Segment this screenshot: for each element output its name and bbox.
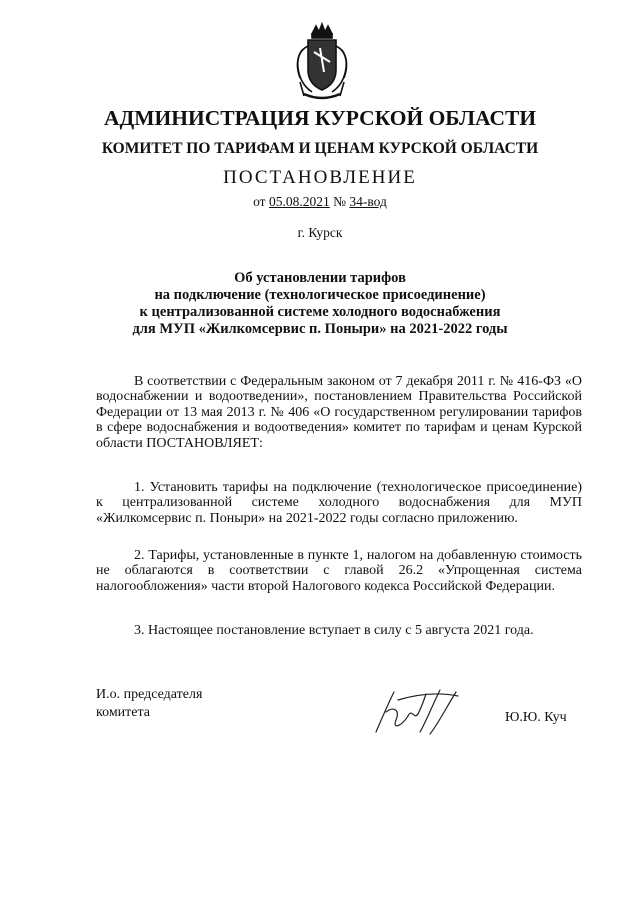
body-paragraph-item-1: 1. Установить тарифы на подключение (технологическое присоединение) к централизованной системе холодного водоснабжения для МУП «Жилкомсервис п. Поныри» на 2021-2022 годы согласно приложению. — [96, 480, 582, 526]
handwritten-signature — [368, 686, 464, 738]
title-line: Об установлении тарифов — [234, 270, 406, 286]
document-title — [0, 270, 640, 338]
org-title-committee: КОМИТЕТ ПО ТАРИФАМ И ЦЕНАМ КУРСКОЙ ОБЛАСТИ — [101, 140, 539, 157]
number-prefix: № — [333, 194, 346, 209]
body-paragraph-item-2: 2. Тарифы, установленные в пункте 1, налогом на добавленную стоимость не облагаются в соответствии с главой 26.2 «Упрощенная система налогообложения» части второй Налогового кодекса Российской Федерации. — [96, 548, 582, 594]
title-line: на подключение (технологическое присоединение) — [154, 287, 486, 303]
document-number: 34-вод — [349, 194, 387, 209]
body-paragraph-item-3: 3. Настоящее постановление вступает в силу с 5 августа 2021 года. — [134, 623, 534, 638]
body-paragraph-preamble: В соответствии с Федеральным законом от 7 декабря 2011 г. № 416-ФЗ «О водоснабжении и водоотведении», постановлением Правительства Российской Федерации от 13 мая 2013 г. № 406 «О государственном регулировании тарифов в сфере водоснабжения и водоотведения» комитет по тарифам и ценам Курской области ПОСТАНОВЛЯЕТ: — [96, 374, 582, 451]
signer-position-line-1: И.о. председателя — [96, 687, 203, 702]
title-line: для МУП «Жилкомсервис п. Поныри» на 2021-2022 годы — [132, 321, 508, 337]
signer-position-line-2: комитета — [96, 705, 151, 720]
signer-name: Ю.Ю. Куч — [505, 710, 567, 725]
coat-of-arms-emblem — [290, 22, 354, 104]
org-title-administration: АДМИНИСТРАЦИЯ КУРСКОЙ ОБЛАСТИ — [103, 106, 537, 130]
title-line: к централизованной системе холодного водоснабжения — [139, 304, 501, 320]
date-number-line — [0, 194, 640, 210]
document-type: ПОСТАНОВЛЕНИЕ — [223, 167, 417, 188]
document-date: 05.08.2021 — [268, 194, 330, 209]
city: г. Курск — [297, 225, 343, 240]
date-prefix: от — [253, 194, 266, 209]
